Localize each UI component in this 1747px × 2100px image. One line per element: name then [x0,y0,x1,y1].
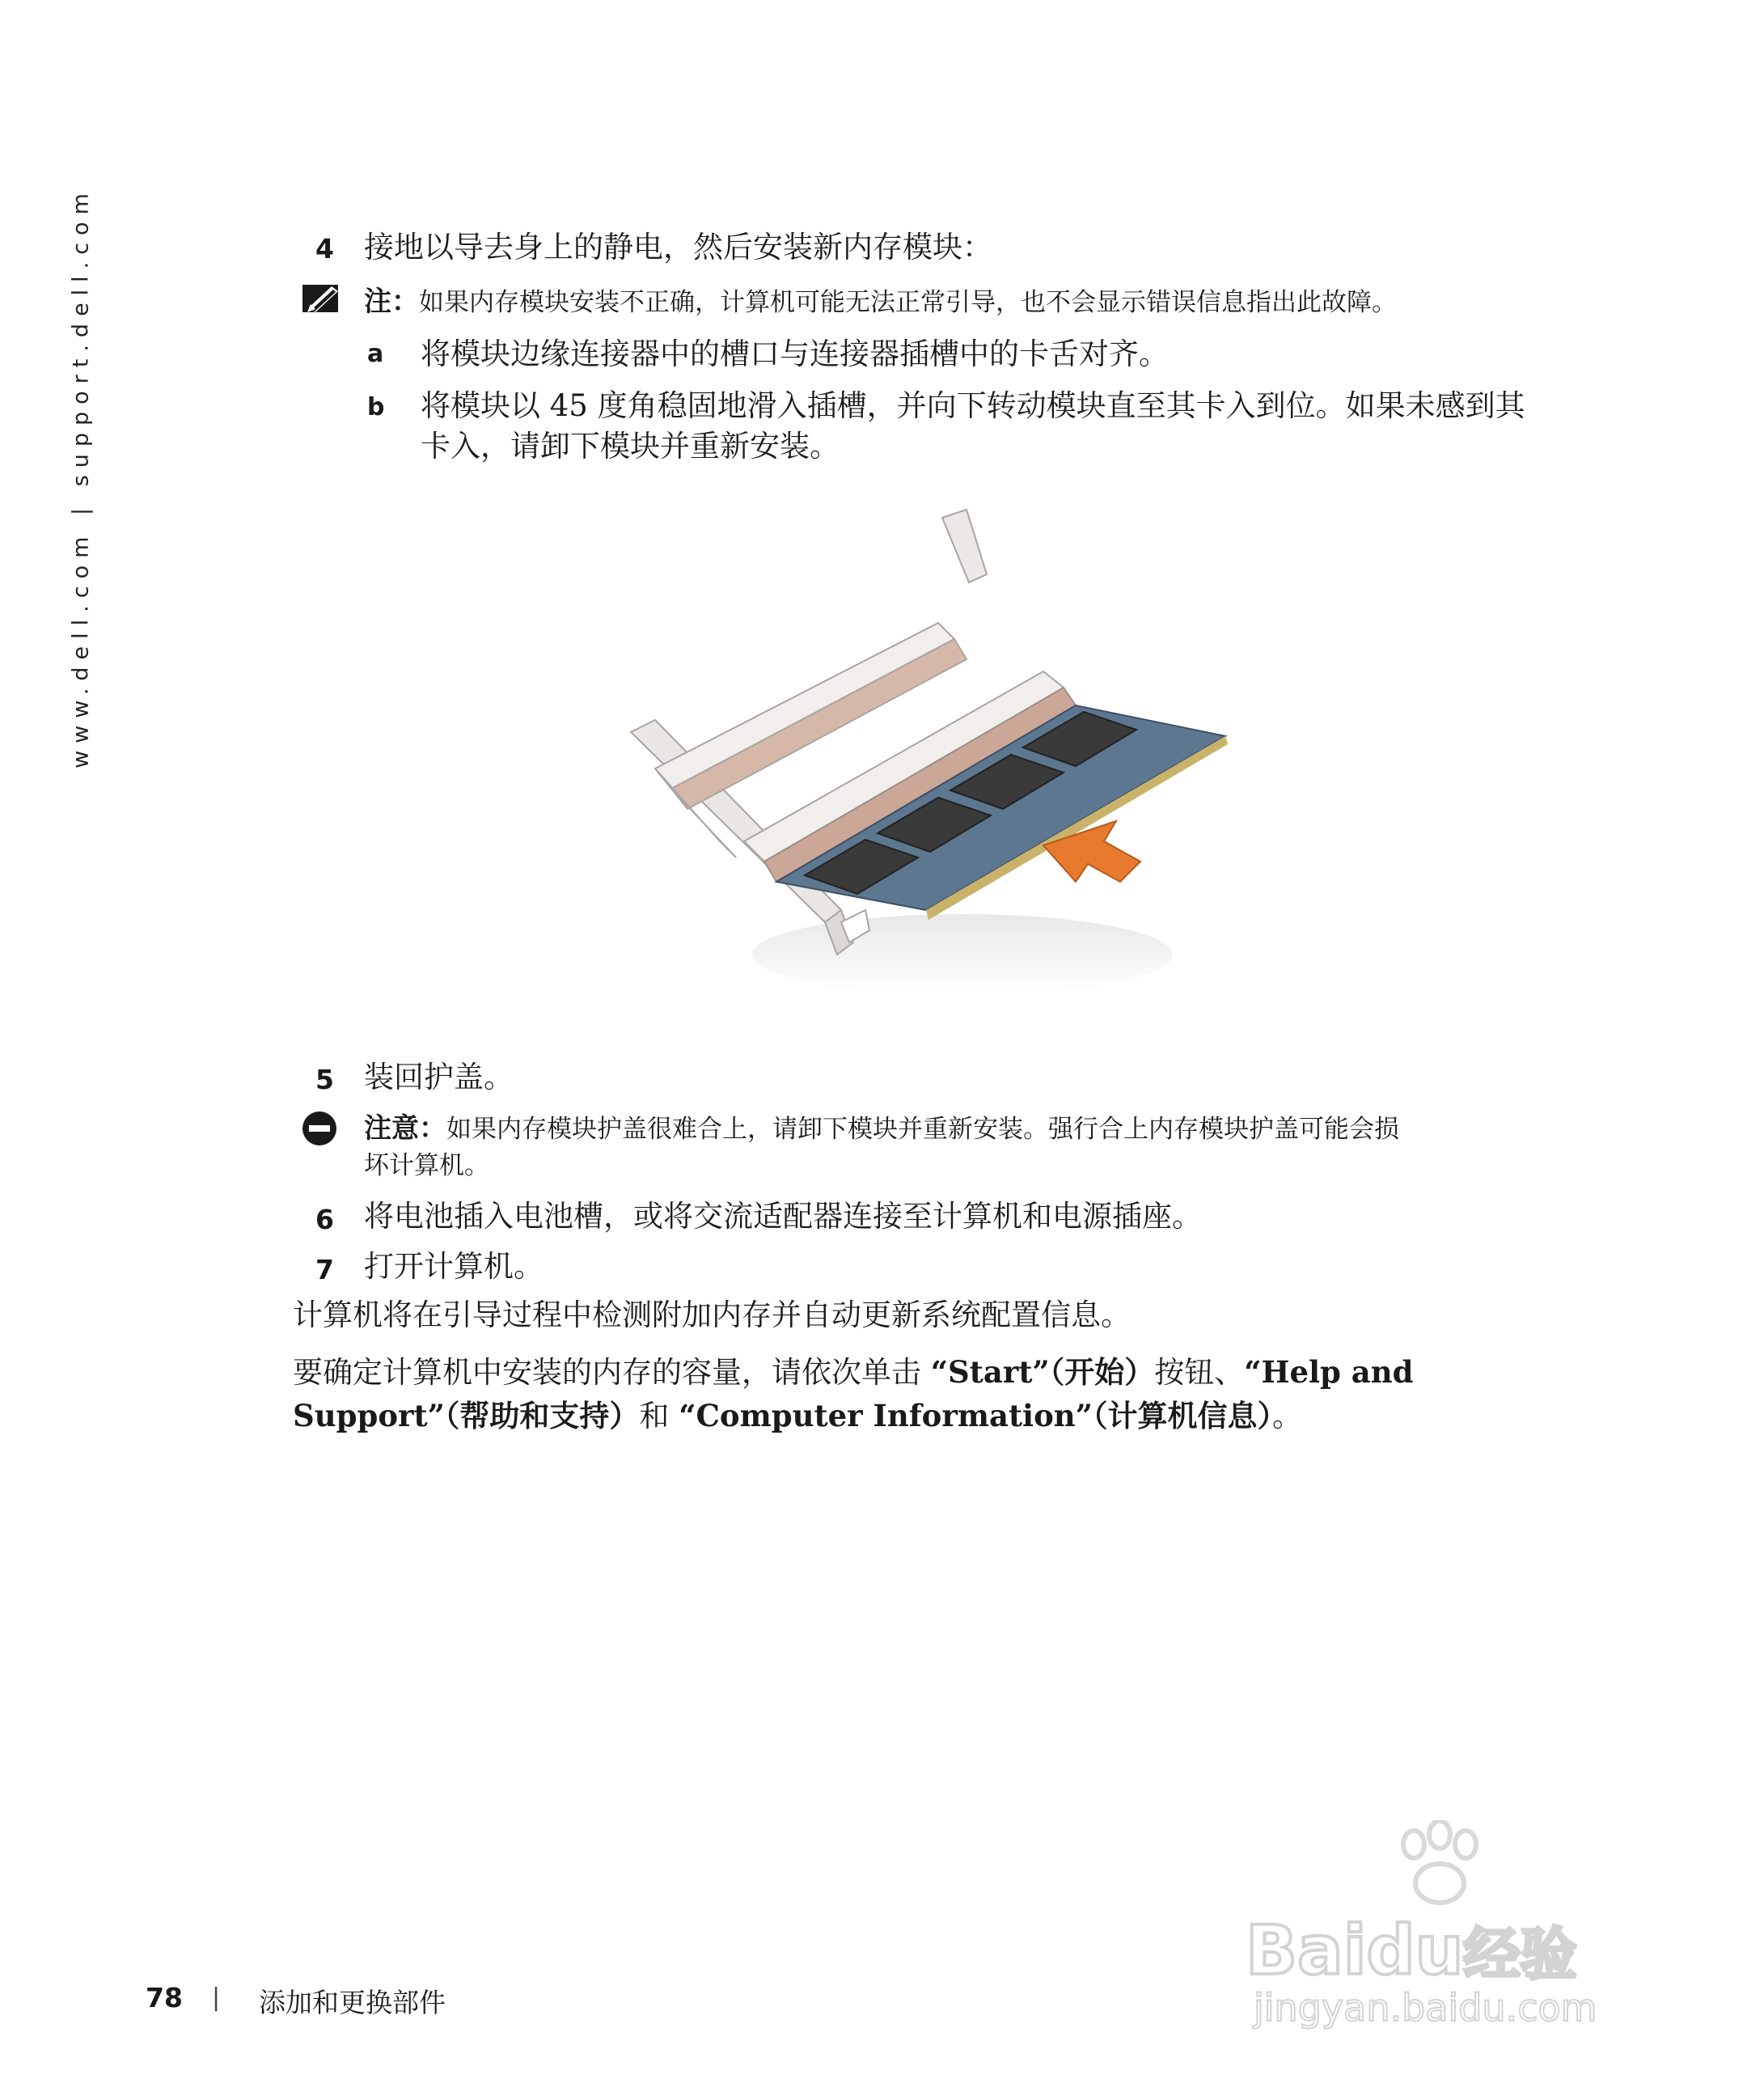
watermark-brand-du: du [1366,1911,1464,1990]
baidu-watermark [1246,1820,1674,2030]
notice [364,1110,1399,1148]
memory-module-illustration [623,502,1246,1027]
substep-b-letter: b [367,393,385,421]
footer-section-title: 添加和更换部件 [259,1987,446,2018]
watermark-cn: 经验 [1463,1921,1577,1988]
p2-text-3: 和 [639,1399,679,1433]
p2-text-2: 按钮、 [1154,1355,1245,1390]
substep-b-line1: 将模块以 45 度角稳固地滑入插槽，并向下转动模块直至其卡入到位。如果未感到其 [421,388,1525,423]
step-4-number: 4 [315,233,334,265]
computer-information-ref: “Computer Information”（计算机信息） [679,1398,1272,1433]
step-5-text: 装回护盖。 [364,1060,514,1094]
paw-icon [1391,1820,1488,1909]
substep-b-line2: 卡入，请卸下模块并重新安装。 [421,429,840,464]
substep-a-letter: a [367,340,384,368]
step-6-number: 6 [315,1204,334,1235]
note-pencil-icon [301,280,345,315]
start-button-ref: “Start”（开始） [930,1354,1155,1390]
notice-icon [301,1110,338,1147]
paragraph-auto-detect: 计算机将在引导过程中检测附加内存并自动更新系统配置信息。 [293,1298,1131,1332]
notice-label: 注意： [364,1112,446,1145]
step-5-number: 5 [315,1064,334,1095]
side-url [65,186,97,768]
help-support-ref-part2: Support”（帮助和支持） [293,1398,640,1433]
substep-a-text: 将模块边缘连接器中的槽口与连接器插槽中的卡舌对齐。 [421,337,1169,371]
page-number: 78 [146,1982,183,2013]
note-label: 注： [364,286,419,318]
side-url-text: www.dell.com | support.dell.com [68,186,94,768]
note [364,283,1397,321]
step-4-text: 接地以导去身上的静电，然后安装新内存模块： [364,230,992,265]
step-6-text: 将电池插入电池槽，或将交流适配器连接至计算机和电源插座。 [364,1199,1202,1234]
paragraph-check-memory-line1 [293,1351,1414,1394]
watermark-url: jingyan.baidu.com [1254,1986,1597,2030]
p2-text-1: 要确定计算机中安装的内存的容量，请依次单击 [293,1355,931,1390]
note-text: 如果内存模块安装不正确，计算机可能无法正常引导，也不会显示错误信息指出此故障。 [419,288,1397,317]
notice-line2: 坏计算机。 [364,1151,489,1180]
help-support-ref-part1: “Help and [1244,1354,1414,1390]
watermark-brand [1246,1909,1576,1991]
watermark-brand-bai: Bai [1246,1911,1367,1990]
notice-line1: 如果内存模块护盖很难合上，请卸下模块并重新安装。强行合上内存模块护盖可能会损 [446,1115,1399,1144]
step-7-text: 打开计算机。 [364,1249,544,1284]
step-7-number: 7 [315,1254,334,1285]
footer-separator: | [212,1984,221,2012]
paragraph-check-memory-line2 [293,1395,1302,1437]
p2-text-4: 。 [1271,1399,1302,1433]
